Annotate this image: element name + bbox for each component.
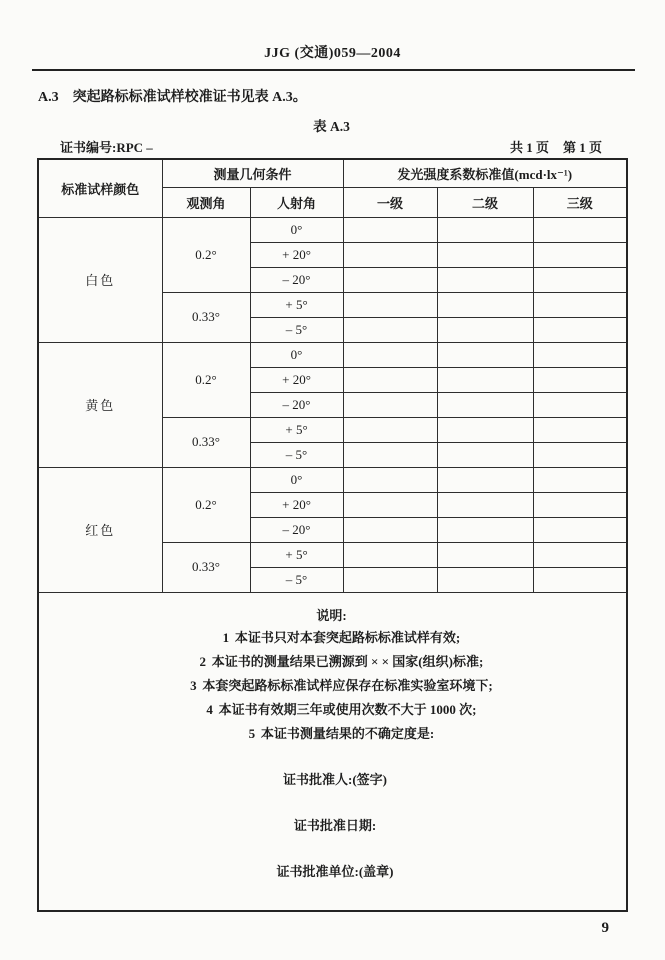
header-color-column: 标准试样颜色 bbox=[38, 159, 162, 217]
value-cell bbox=[437, 342, 533, 367]
value-cell bbox=[343, 392, 437, 417]
value-cell bbox=[533, 417, 627, 442]
incidence-angle-cell: – 20° bbox=[250, 517, 343, 542]
incidence-angle-cell: + 5° bbox=[250, 542, 343, 567]
table-row bbox=[38, 217, 627, 242]
value-cell bbox=[437, 367, 533, 392]
observation-angle-cell: 0.33° bbox=[162, 542, 250, 592]
note-number: 2 bbox=[199, 653, 206, 669]
value-cell bbox=[343, 542, 437, 567]
table-caption: 表 A.3 bbox=[313, 119, 350, 134]
header-grade-2: 二级 bbox=[437, 187, 533, 217]
note-text: 本证书的测量结果已溯源到 × × 国家(组织)标准; bbox=[211, 653, 484, 669]
value-cell bbox=[437, 467, 533, 492]
value-cell bbox=[533, 242, 627, 267]
approval-date-line: 证书批准日期: bbox=[293, 817, 377, 833]
incidence-angle-cell: + 20° bbox=[250, 492, 343, 517]
value-cell bbox=[533, 467, 627, 492]
value-cell bbox=[343, 217, 437, 242]
certificate-number: 证书编号:RPC – bbox=[60, 140, 153, 155]
value-cell bbox=[437, 217, 533, 242]
note-number: 3 bbox=[190, 677, 197, 693]
page-count bbox=[496, 137, 602, 156]
observation-angle-cell: 0.2° bbox=[162, 217, 250, 292]
page-current: 第 1 页 bbox=[562, 140, 602, 155]
value-cell bbox=[533, 442, 627, 467]
value-cell bbox=[343, 442, 437, 467]
table-row bbox=[38, 342, 627, 367]
observation-angle-cell: 0.33° bbox=[162, 292, 250, 342]
observation-angle-cell: 0.33° bbox=[162, 417, 250, 467]
value-cell bbox=[533, 567, 627, 592]
value-cell bbox=[343, 417, 437, 442]
value-cell bbox=[343, 467, 437, 492]
header-geometry-column: 测量几何条件 bbox=[162, 159, 343, 187]
incidence-angle-cell: 0° bbox=[250, 342, 343, 367]
value-cell bbox=[343, 567, 437, 592]
value-cell bbox=[533, 342, 627, 367]
calibration-table bbox=[37, 158, 628, 912]
approval-unit-line: 证书批准单位:(盖章) bbox=[276, 863, 394, 879]
table-meta-row bbox=[60, 137, 602, 156]
value-cell bbox=[437, 317, 533, 342]
value-cell bbox=[437, 242, 533, 267]
value-cell bbox=[437, 417, 533, 442]
value-cell bbox=[343, 367, 437, 392]
value-cell bbox=[533, 267, 627, 292]
incidence-angle-cell: + 5° bbox=[250, 417, 343, 442]
note-number: 1 bbox=[222, 629, 230, 645]
page-number: 9 bbox=[601, 919, 609, 936]
value-cell bbox=[437, 442, 533, 467]
table-row bbox=[38, 467, 627, 492]
note-number: 4 bbox=[206, 701, 213, 717]
observation-angle-cell: 0.2° bbox=[162, 342, 250, 417]
note-item bbox=[63, 654, 614, 670]
incidence-angle-cell: – 20° bbox=[250, 392, 343, 417]
note-item bbox=[63, 678, 614, 694]
incidence-angle-cell: + 20° bbox=[250, 367, 343, 392]
table-header-row-1 bbox=[38, 159, 627, 187]
value-cell bbox=[533, 517, 627, 542]
note-number: 5 bbox=[248, 725, 256, 741]
note-item bbox=[63, 630, 614, 646]
value-cell bbox=[343, 292, 437, 317]
value-cell bbox=[533, 367, 627, 392]
value-cell bbox=[437, 517, 533, 542]
approval-block bbox=[56, 772, 614, 880]
header-grade-1: 一级 bbox=[343, 187, 437, 217]
value-cell bbox=[533, 217, 627, 242]
value-cell bbox=[437, 542, 533, 567]
note-text: 本证书只对本套突起路标标准试样有效; bbox=[234, 629, 461, 645]
value-cell bbox=[437, 267, 533, 292]
incidence-angle-cell: + 5° bbox=[250, 292, 343, 317]
section-heading bbox=[38, 86, 627, 106]
note-text: 本证书有效期三年或使用次数不大于 1000 次; bbox=[218, 701, 477, 717]
value-cell bbox=[343, 317, 437, 342]
header-observation-angle: 观测角 bbox=[162, 187, 250, 217]
header-value-column: 发光强度系数标准值(mcd·lx⁻¹) bbox=[343, 159, 627, 187]
header-rule bbox=[32, 69, 635, 71]
incidence-angle-cell: 0° bbox=[250, 217, 343, 242]
incidence-angle-cell: + 20° bbox=[250, 242, 343, 267]
section-title: 突起路标标准试样校准证书见表 A.3。 bbox=[72, 90, 307, 105]
value-cell bbox=[533, 317, 627, 342]
header-incidence-angle: 人射角 bbox=[250, 187, 343, 217]
value-cell bbox=[533, 492, 627, 517]
notes-row bbox=[38, 592, 627, 911]
value-cell bbox=[533, 392, 627, 417]
value-cell bbox=[343, 517, 437, 542]
value-cell bbox=[437, 392, 533, 417]
value-cell bbox=[343, 242, 437, 267]
value-cell bbox=[343, 492, 437, 517]
color-cell-yellow: 黄色 bbox=[38, 342, 162, 467]
value-cell bbox=[437, 492, 533, 517]
value-cell bbox=[437, 567, 533, 592]
observation-angle-cell: 0.2° bbox=[162, 467, 250, 542]
incidence-angle-cell: – 5° bbox=[250, 567, 343, 592]
value-cell bbox=[343, 342, 437, 367]
header-grade-3: 三级 bbox=[533, 187, 627, 217]
approval-signer-line: 证书批准人:(签字) bbox=[283, 771, 387, 787]
value-cell bbox=[437, 292, 533, 317]
incidence-angle-cell: – 20° bbox=[250, 267, 343, 292]
incidence-angle-cell: – 5° bbox=[250, 317, 343, 342]
pages-total: 共 1 页 bbox=[509, 140, 549, 155]
note-text: 本证书测量结果的不确定度是: bbox=[260, 725, 435, 741]
note-text: 本套突起路标标准试样应保存在标准实验室环境下; bbox=[202, 677, 493, 693]
note-item bbox=[63, 726, 614, 742]
note-item bbox=[63, 702, 614, 718]
notes-title: 说明: bbox=[316, 607, 347, 623]
color-cell-white: 白色 bbox=[38, 217, 162, 342]
incidence-angle-cell: 0° bbox=[250, 467, 343, 492]
document-code: JJG (交通)059—2004 bbox=[264, 46, 401, 61]
color-cell-red: 红色 bbox=[38, 467, 162, 592]
section-number: A.3 bbox=[38, 90, 59, 105]
value-cell bbox=[533, 292, 627, 317]
value-cell bbox=[533, 542, 627, 567]
incidence-angle-cell: – 5° bbox=[250, 442, 343, 467]
value-cell bbox=[343, 267, 437, 292]
notes-cell bbox=[38, 592, 627, 911]
